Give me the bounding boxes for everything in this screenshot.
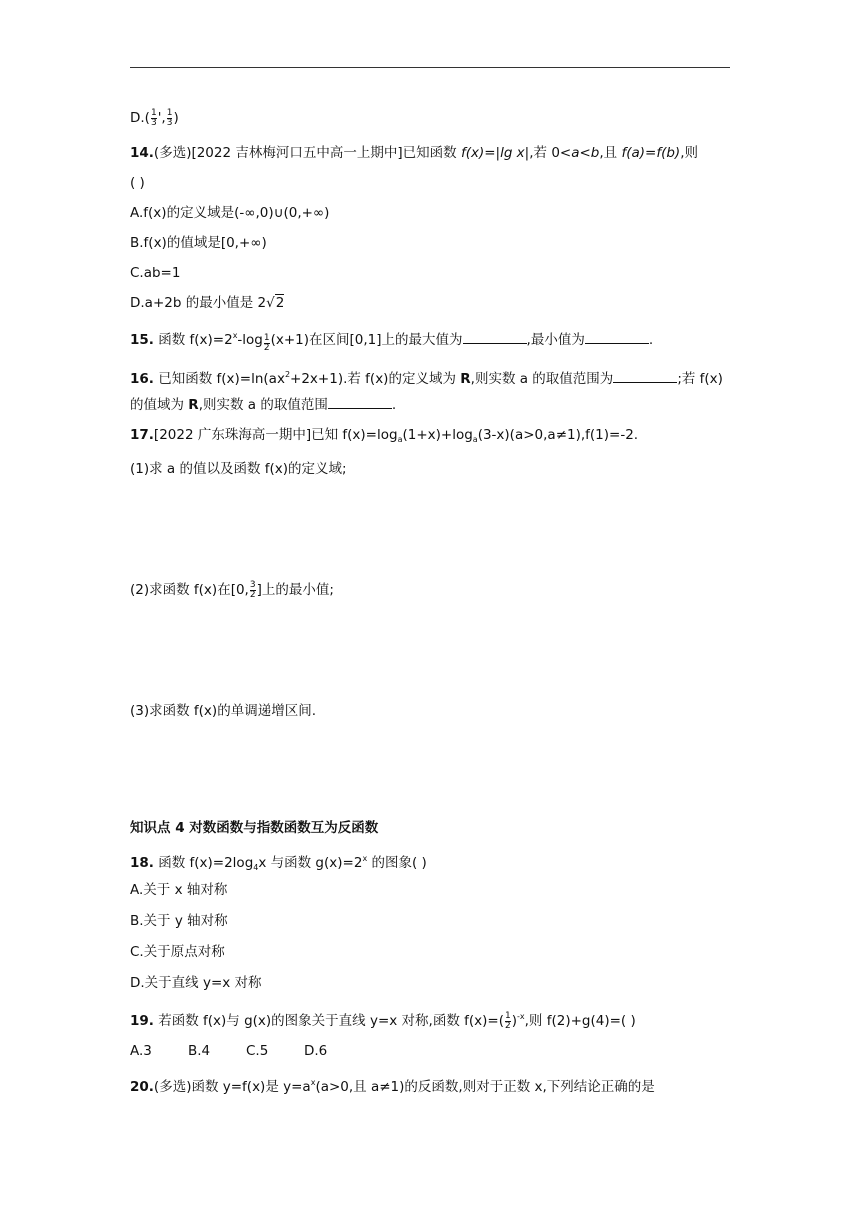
q13-option-d: D.( $\frac{1}{3}$ ', $\frac{1}{3}$ ) [130,107,179,128]
q14-stem: 14.(多选)[2022 吉林梅河口五中高一上期中]已知函数 f(x)=|lg x|,若 0<a<b,且 f(a)=f(b),则 [130,145,698,161]
q19-options [130,1041,362,1061]
q16-line-1: 16. 已知函数 $f(x)=\ln(ax^2+2x+1)$.若 f(x)的定义域为 R,则实数 a 的取值范围为 ;若 f(x) [130,370,723,387]
q19-option-c: C.5 [246,1043,269,1059]
q15-min-blank[interactable] [585,331,649,344]
q18-option-a: A.关于 x 轴对称 [130,882,228,898]
q15-stem: 15. 函数 $f(x)=2^x-\log$ $\frac{1}{2}$ (x+1)在区间[0,1]上的最大值为 ,最小值为 . [130,331,654,353]
q19-option-b: B.4 [188,1043,211,1059]
q17-stem: 17.[2022 广东珠海高一期中]已知 $f(x)=\log_a(1+x)+\log_a(3-x)(a>0,a\ne 1),f(1)=-2$. [130,427,639,444]
q14-option-c: C.ab=1 [130,265,181,281]
q17-part-1: (1)求 a 的值以及函数 f(x)的定义域; [130,461,347,477]
q20-stem: 20.(多选)函数 y=f(x)是 $y=a^x(a>0$,且 a≠1)的反函数,则对于正数 x,下列结论正确的是 [130,1078,655,1095]
q19-option-a: A.3 [130,1043,152,1059]
q14-option-a: A.f(x)的定义域是(-∞,0)∪(0,+∞) [130,205,330,221]
q14-option-b: B.f(x)的值域是[0,+∞) [130,235,267,251]
q17-part-3: (3)求函数 f(x)的单调递增区间. [130,703,316,719]
header-rule [130,67,730,68]
q18-option-d: D.关于直线 y=x 对称 [130,975,262,991]
q18-stem: 18. 函数 $f(x)=2\log_4x$ 与函数 $g(x)=2^x$ 的图象( ) [130,854,427,872]
q16-line-2: 的值域为 R,则实数 a 的取值范围 . [130,397,397,413]
section-heading: 知识点 4 对数函数与指数函数互为反函数 [130,820,379,836]
q18-option-b: B.关于 y 轴对称 [130,913,228,929]
q16-range-blank[interactable] [328,396,392,409]
q16-domain-blank[interactable] [613,370,677,383]
q17-part-2: (2)求函数 f(x)在[0, $\frac{3}{2}$ ]上的最小值; [130,579,334,600]
q15-max-blank[interactable] [463,331,527,344]
q14-answer-paren: ( ) [130,175,145,191]
q19-option-d: D.6 [304,1043,328,1059]
q18-option-c: C.关于原点对称 [130,944,225,960]
q14-option-d: D.a+2b 的最小值是 2√2 [130,295,285,311]
q19-stem: 19. 若函数 f(x)与 g(x)的图象关于直线 y=x 对称,函数 f(x)=( $\frac{1}{2}$ )$^{-x}$,则 f(2)+g(4)=( ) [130,1010,636,1031]
